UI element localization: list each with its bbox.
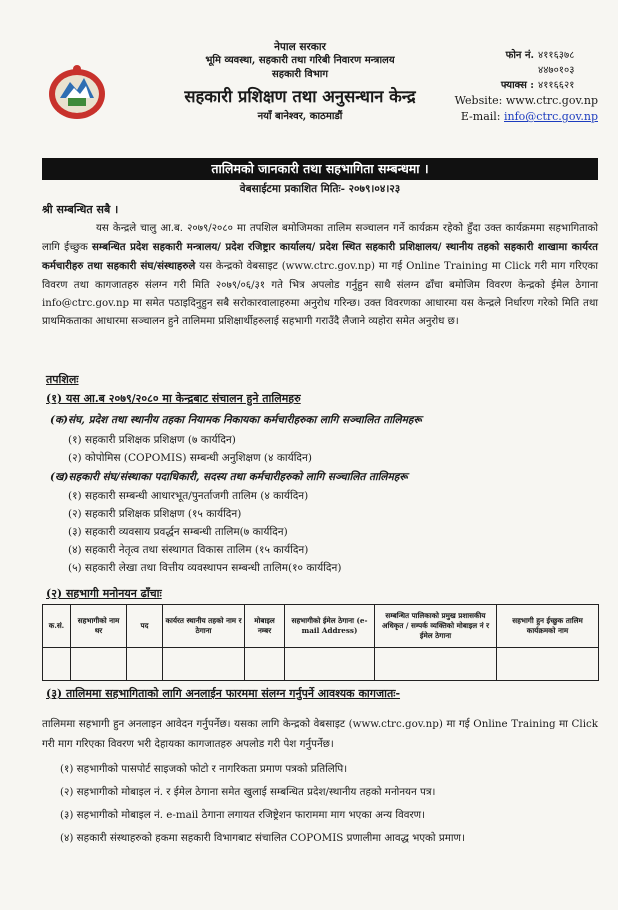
section3-intro: तालिममा सहभागी हुन अनलाइन आवेदन गर्नुपर्नेछ। यसका लागि केन्द्रको वेबसाइट (www.ctrc.gov.np) मा गई Online Training मा Click गरी माग गरिएका विवरण भरी देहायका कागजातहरु अपलोड गरी पेश गर्नुपर्नेछ।: [42, 718, 598, 750]
list-item: (१) सहकारी प्रशिक्षक प्रशिक्षण (७ कार्यदिन): [68, 434, 236, 446]
table-cell: [245, 648, 285, 681]
table-cell: [285, 648, 375, 681]
email-link[interactable]: info@ctrc.gov.np: [504, 110, 598, 123]
body-text-bold: सम्बन्धित प्रदेश सहकारी मन्त्रालय/ प्रदेश रजिष्ट्रार कार्यालय/ प्रदेश स्थित सहकारी प्रशिक्षालय/ स्थानीय तहको सहकारी शाखामा कार्यरत कर्मचारीहरु तथा सहकारी संघ/संस्थाहरुले: [42, 241, 598, 273]
body-text-2: यस केन्द्रको वेबसाइट (www.ctrc.gov.np) मा गई Online Training मा Click गरी माग गरिएका विवरण तथा कागजातहरु संलग्न गरी मिति २०७९/०६/३१ गते भित्र अपलोड गर्नुहुन साथै संलग्न ढाँचा बमोजिम विवरण केन्द्रको ईमेल ठेगाना info@ctrc.gov.np मा समेत पठाइदिनुहुन सबै सरोकारवालाहरुमा अनुरोध गरिन्छ। उक्त विवरणका आधारमा यस केन्द्रले निर्धारण गरेको मिति तथा प्राथमिकताका आधारमा सञ्चालन हुने तालिममा प्रशिक्षार्थीहरुलाई सहभागी गराउँदै लैजाने व्यहोरा समेत अनुरोध छ।: [42, 261, 598, 328]
nomination-form-table: [42, 604, 599, 681]
phone-1: ४११६३७८: [538, 50, 575, 61]
group-a-heading: (क)संघ, प्रदेश तथा स्थानीय तहका नियामक निकायका कर्मचारीहरुका लागि सञ्चालित तालिमहरू: [50, 414, 422, 426]
email-label: E-mail:: [460, 110, 501, 123]
department-name: सहकारी विभाग: [272, 69, 328, 80]
list-item: (४) सहकारी नेतृत्व तथा संस्थागत विकास तालिम (१५ कार्यदिन): [68, 544, 309, 556]
center-name: सहकारी प्रशिक्षण तथा अनुसन्धान केन्द्र: [184, 87, 416, 106]
list-item: (१) सहकारी सम्बन्धी आधारभूत/पुनर्ताजगी तालिम (४ कार्यदिन): [68, 490, 309, 502]
column-header: सहभागीको नाम थर: [71, 605, 127, 648]
column-header: सहभागी हुन ईच्छुक तालिम कार्यक्रमको नाम: [497, 605, 599, 648]
letterhead: [150, 40, 450, 124]
salutation: श्री सम्बन्धित सबै ।: [42, 203, 119, 216]
table-row: [43, 648, 599, 681]
column-header: कार्यरत स्थानीय तहको नाम र ठेगाना: [163, 605, 245, 648]
fax-number: ४११६६२१: [538, 80, 575, 91]
contact-block: [448, 48, 598, 125]
fax-label: फ्याक्स :: [500, 80, 534, 91]
table-cell: [163, 648, 245, 681]
group-b-heading: (ख)सहकारी संघ/संस्थाका पदाधिकारी, सदस्य तथा कर्मचारीहरुको लागि सञ्चालित तालिमहरू: [50, 471, 408, 483]
published-date: वेबसाईटमा प्रकाशित मितिः- २०७९।०४।२३: [239, 183, 401, 195]
column-header: सहभागीको ईमेल ठेगाना (e-mail Address): [285, 605, 375, 648]
column-header: पद: [127, 605, 163, 648]
nepal-emblem-icon: [46, 60, 108, 122]
table-cell: [127, 648, 163, 681]
phone-label: फोन नं.: [505, 50, 534, 61]
website-text: Website: www.ctrc.gov.np: [454, 94, 598, 107]
list-item: (३) सहकारी व्यवसाय प्रवर्द्धन सम्बन्धी तालिम(७ कार्यदिन): [68, 526, 288, 538]
table-cell: [71, 648, 127, 681]
notice-title: तालिमको जानकारी तथा सहभागिता सम्बन्धमा ।: [42, 158, 598, 180]
phone-2: ४४७०१०३: [538, 65, 575, 76]
section1-heading: (१) यस आ.ब २०७९/२०८० मा केन्द्रबाट संचालन हुने तालिमहरु: [46, 392, 301, 405]
body-paragraph: [42, 220, 598, 331]
list-item: (४) सहकारी संस्थाहरुको हकमा सहकारी विभागबाट संचालित COPOMIS प्रणालीमा आवद्ध भएको प्रमाण।: [60, 832, 465, 844]
list-item: (२) कोपोमिस (COPOMIS) सम्बन्धी अनुशिक्षण (४ कार्यदिन): [68, 452, 312, 464]
column-header: सम्बन्धित पालिकाको प्रमुख प्रशासकीय अधिकृत / सम्पर्क व्यक्तिको मोबाइल नं र ईमेल ठेगाना: [375, 605, 497, 648]
table-cell: [43, 648, 71, 681]
list-item: (५) सहकारी लेखा तथा वित्तीय व्यवस्थापन सम्बन्धी तालिम(१० कार्यदिन): [68, 562, 342, 574]
list-item: (२) सहकारी प्रशिक्षक प्रशिक्षण (१५ कार्यदिन): [68, 508, 242, 520]
column-header: मोबाइल नम्बर: [245, 605, 285, 648]
table-cell: [497, 648, 599, 681]
column-header: क.सं.: [43, 605, 71, 648]
list-item: (१) सहभागीको पासपोर्ट साइजको फोटो र नागरिकता प्रमाण पत्रको प्रतिलिपि।: [60, 763, 348, 775]
center-address: नयाँ बानेश्वर, काठमाडौं: [257, 111, 343, 122]
section3-heading: (३) तालिममा सहभागिताको लागि अनलाईन फारममा संलग्न गर्नुपर्ने आवश्यक कागजातः-: [46, 687, 401, 700]
tapsil-label: तपशिलः: [46, 373, 79, 386]
ministry-name: भूमि व्यवस्था, सहकारी तथा गरिबी निवारण मन्त्रालय: [205, 55, 395, 66]
table-header-row: [43, 605, 599, 648]
gov-name: नेपाल सरकार: [274, 41, 326, 53]
table-cell: [375, 648, 497, 681]
list-item: (२) सहभागीको मोबाइल नं. र ईमेल ठेगाना समेत खुलाई सम्बन्धित प्रदेश/स्थानीय तहको मनोनयन पत्र।: [60, 786, 436, 798]
body-text-1: यस केन्द्रले चालु आ.ब. २०७९/२०८० मा तपशिल बमोजिमका तालिम सञ्चालन गर्ने कार्यक्रम रहेको हुँदा उक्त कार्यक्रममा सहभागिताको लागि ईच्छुक: [42, 223, 598, 254]
section2-heading: (२) सहभागी मनोनयन ढाँचाः: [46, 587, 162, 600]
list-item: (३) सहभागीको मोबाइल नं. e-mail ठेगाना लगायत रजिष्ट्रेशन फाराममा माग भएका अन्य विवरण।: [60, 809, 426, 821]
